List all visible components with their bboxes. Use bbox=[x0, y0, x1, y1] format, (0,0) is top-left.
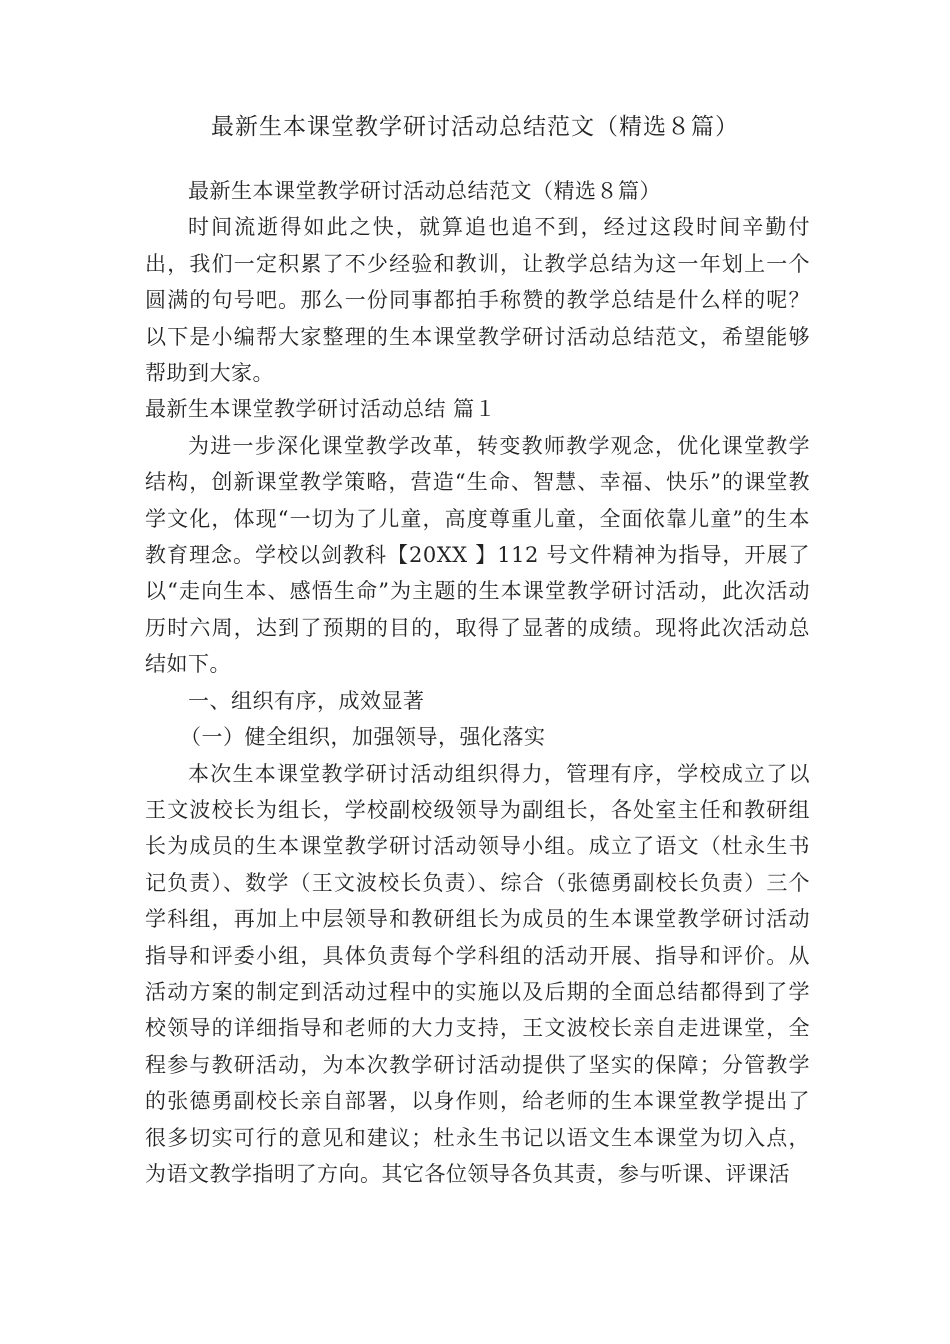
section-heading: 最新生本课堂教学研讨活动总结 篇１ bbox=[145, 397, 497, 422]
document-body bbox=[145, 173, 810, 1192]
section-paragraph: 为进一步深化课堂教学改革，转变教师教学观念，优化课堂教学结构，创新课堂教学策略，营造“生命、智慧、幸福、快乐”的课堂教学文化，体现“一切为了儿童，高度尊重儿童，全面依靠儿童”的生本教育理念。学校以剑教科【20XX 】112 号文件精神为指导，开展了以“走向生本、感悟生命”为主题的生本课堂教学研讨活动，此次活动历时六周，达到了预期的目的，取得了显著的成绩。现将此次活动总结如下。 bbox=[145, 433, 810, 677]
heading-level-2: （一）健全组织，加强领导，强化落实 bbox=[180, 725, 546, 750]
heading-level-1: 一、组织有序，成效显著 bbox=[188, 688, 425, 713]
document-subtitle: 最新生本课堂教学研讨活动总结范文（精选８篇） bbox=[188, 179, 661, 203]
body-paragraph: 本次生本课堂教学研讨活动组织得力，管理有序，学校成立了以王文波校长为组长，学校副校级领导为副组长，各处室主任和教研组长为成员的生本课堂教学研讨活动领导小组。成立了语文（杜永生书记负责）、数学（王文波校长负责）、综合（张德勇副校长负责）三个学科组，再加上中层领导和教研组长为成员的生本课堂教学研讨活动指导和评委小组，具体负责每个学科组的活动开展、指导和评价。从活动方案的制定到活动过程中的实施以及后期的全面总结都得到了学校领导的详细指导和老师的大力支持，王文波校长亲自走进课堂，全程参与教研活动，为本次教学研讨活动提供了坚实的保障；分管教学的张德勇副校长亲自部署，以身作则，给老师的生本课堂教学提出了很多切实可行的意见和建议；杜永生书记以语文生本课堂为切入点，为语文教学指明了方向。其它各位领导各负其责，参与听课、评课活 bbox=[145, 761, 810, 1186]
document-title: 最新生本课堂教学研讨活动总结范文（精选８篇） bbox=[211, 114, 739, 140]
intro-paragraph: 时间流逝得如此之快，就算追也追不到，经过这段时间辛勤付出，我们一定积累了不少经验和教训，让教学总结为这一年划上一个圆满的句号吧。那么一份同事都拍手称赞的教学总结是什么样的呢？以下是小编帮大家整理的生本课堂教学研讨活动总结范文，希望能够帮助到大家。 bbox=[145, 215, 810, 386]
